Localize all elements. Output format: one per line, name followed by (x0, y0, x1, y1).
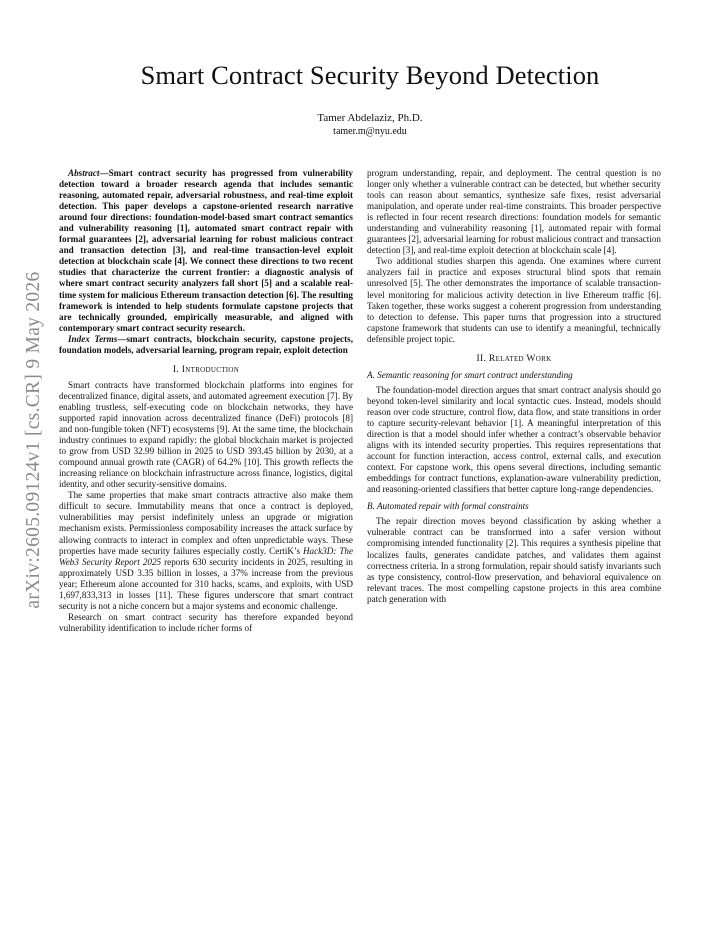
right-column (367, 168, 661, 605)
subsection-heading-b: B. Automated repair with formal constraints (367, 501, 529, 512)
index-terms-label: Index Terms (68, 333, 118, 344)
index-terms (59, 334, 353, 356)
intro-paragraph-2 (59, 490, 353, 612)
intro-paragraph-continued: program understanding, repair, and deployment. The central question is no longer only whether a vulnerable contract can be detected, but whether security tools can reason about semantics, synthesize safe fixes, resist adversarial manipulation, and operate under real-time constraints. This broader perspective is reflected in four recent research directions: foundation models for semantic understanding and vulnerability reasoning [1], automated repair with formal guarantees [2], adversarial learning for robust malicious contract and transaction detection [3], and real-time exploit detection at blockchain scale [4]. (367, 168, 661, 256)
subsection-a-paragraph: The foundation-model direction argues that smart contract analysis should go beyond token-level similarity and local syntactic cues. Instead, models should reason over code structure, control flow, data flow, and state transitions in order to capture security-relevant behavior [1]. A meaningful interpretation of this direction is that a model should infer whether a contract’s observable behavior aligns with its intended security properties. This requires representations that account for function interaction, access control, external calls, and execution context. For capstone work, this opens several directions, including semantic embeddings for contract functions, explanation-aware vulnerability prediction, and reasoning-oriented classifiers that better capture long-range dependencies. (367, 384, 661, 495)
subsection-heading-a: A. Semantic reasoning for smart contract understanding (367, 369, 573, 380)
arxiv-identifier: arXiv:2605.09124v1 [cs.CR] 9 May 2026 (23, 271, 44, 609)
abstract (59, 168, 353, 334)
intro-paragraph-4: Two additional studies sharpen this agenda. One examines where current analyzers fail in practice and exposes structural blind spots that remain unresolved [5]. The other demonstrates the importance of scalable transaction-level monitoring for malicious activity detection in live Ethereum traffic [6]. Taken together, these works suggest a coherent progression from understanding to detection to defense. This paper turns that progression into a structured capstone framework that students can use to identify a meaningful, technically defensible project topic. (367, 256, 661, 344)
intro-p2-part-a: The same properties that make smart contracts attractive also make them difficult to secure. Immutability means that once a contract is deployed, vulnerabilities may persist indefinitely unless an upgrade or migration mechanism exists. Permissionless composability increases the attack surface by allowing contracts to interact in complex and often unpredictable ways. These properties have made security failures especially costly. CertiK’s (59, 490, 353, 556)
report-title: Hack3D: The Web3 Security Report 2025 (59, 545, 354, 567)
subsection-b-paragraph: The repair direction moves beyond classification by asking whether a vulnerable contract can be transformed into a safer version without compromising intended functionality [2]. This requires a synthesis pipeline that localizes faults, generates candidate patches, and validates them against correctness criteria. In a strong formulation, repair should satisfy invariants such as type consistency, control-flow preservation, and behavioral equivalence on relevant traces. The most compelling capstone projects in this area combine patch generation with (367, 516, 661, 604)
left-column (59, 168, 353, 634)
index-terms-text: —smart contracts, blockchain security, capstone projects, foundation models, adversarial learning, program repair, exploit detection (59, 333, 353, 355)
abstract-label: Abstract (68, 168, 100, 178)
intro-paragraph-3: Research on smart contract security has therefore expanded beyond vulnerability identification to include richer forms of (59, 611, 353, 633)
section-heading-introduction: I. Introduction (172, 363, 240, 375)
abstract-text: —Smart contract security has progressed from vulnerability detection toward a broader research agenda that includes semantic reasoning, automated repair, adversarial robustness, and real-time exploit detection. This paper develops a capstone-oriented research narrative around four directions: foundation-model-based smart contract semantics and vulnerability reasoning [1], automated smart contract repair with formal guarantees [2], adversarial learning for robust malicious contract and transaction detection [3], and real-time transaction-level exploit detection at blockchain scale [4]. We connect these directions to two recent studies that characterize the current frontier: a diagnostic analysis of where smart contract security analyzers fall short [5] and a scalable real-time system for malicious Ethereum transaction detection [6]. The resulting framework is intended to help students formulate capstone projects that are technically grounded, empirically measurable, and aligned with contemporary smart contract security research. (59, 168, 353, 333)
author-email: tamer.m@nyu.edu (333, 126, 407, 137)
section-heading-related-work: II. Related Work (476, 352, 552, 364)
paper-title: Smart Contract Security Beyond Detection (140, 60, 600, 90)
intro-paragraph-1: Smart contracts have transformed blockchain platforms into engines for decentralized finance, digital assets, and automated agreement execution [7]. By enabling trustless, self-executing code on blockchain networks, they have supported rapid innovation across decentralized finance (DeFi) protocols [8] and non-fungible token (NFT) ecosystems [9]. At the same time, the blockchain industry continues to expand rapidly: the global blockchain market is projected to grow from USD 32.99 billion in 2025 to USD 393.45 billion by 2030, at a compound annual growth rate (CAGR) of 64.2% [10]. This growth reflects the increasing reliance on blockchain infrastructure across finance, logistics, digital identity, and other security-sensitive domains. (59, 379, 353, 490)
arxiv-sidebar (8, 160, 60, 720)
author-name: Tamer Abdelaziz, Ph.D. (317, 112, 423, 124)
intro-p2-part-b: reports 630 security incidents in 2025, resulting in approximately USD 3.35 billion in losses, a 37% increase from the previous year; Ethereum alone accounted for 310 hacks, scams, and exploits, with USD 1,697,833,313 in losses [11]. These figures underscore that smart contract security is not a niche concern but a major systems and economic challenge. (59, 556, 353, 611)
